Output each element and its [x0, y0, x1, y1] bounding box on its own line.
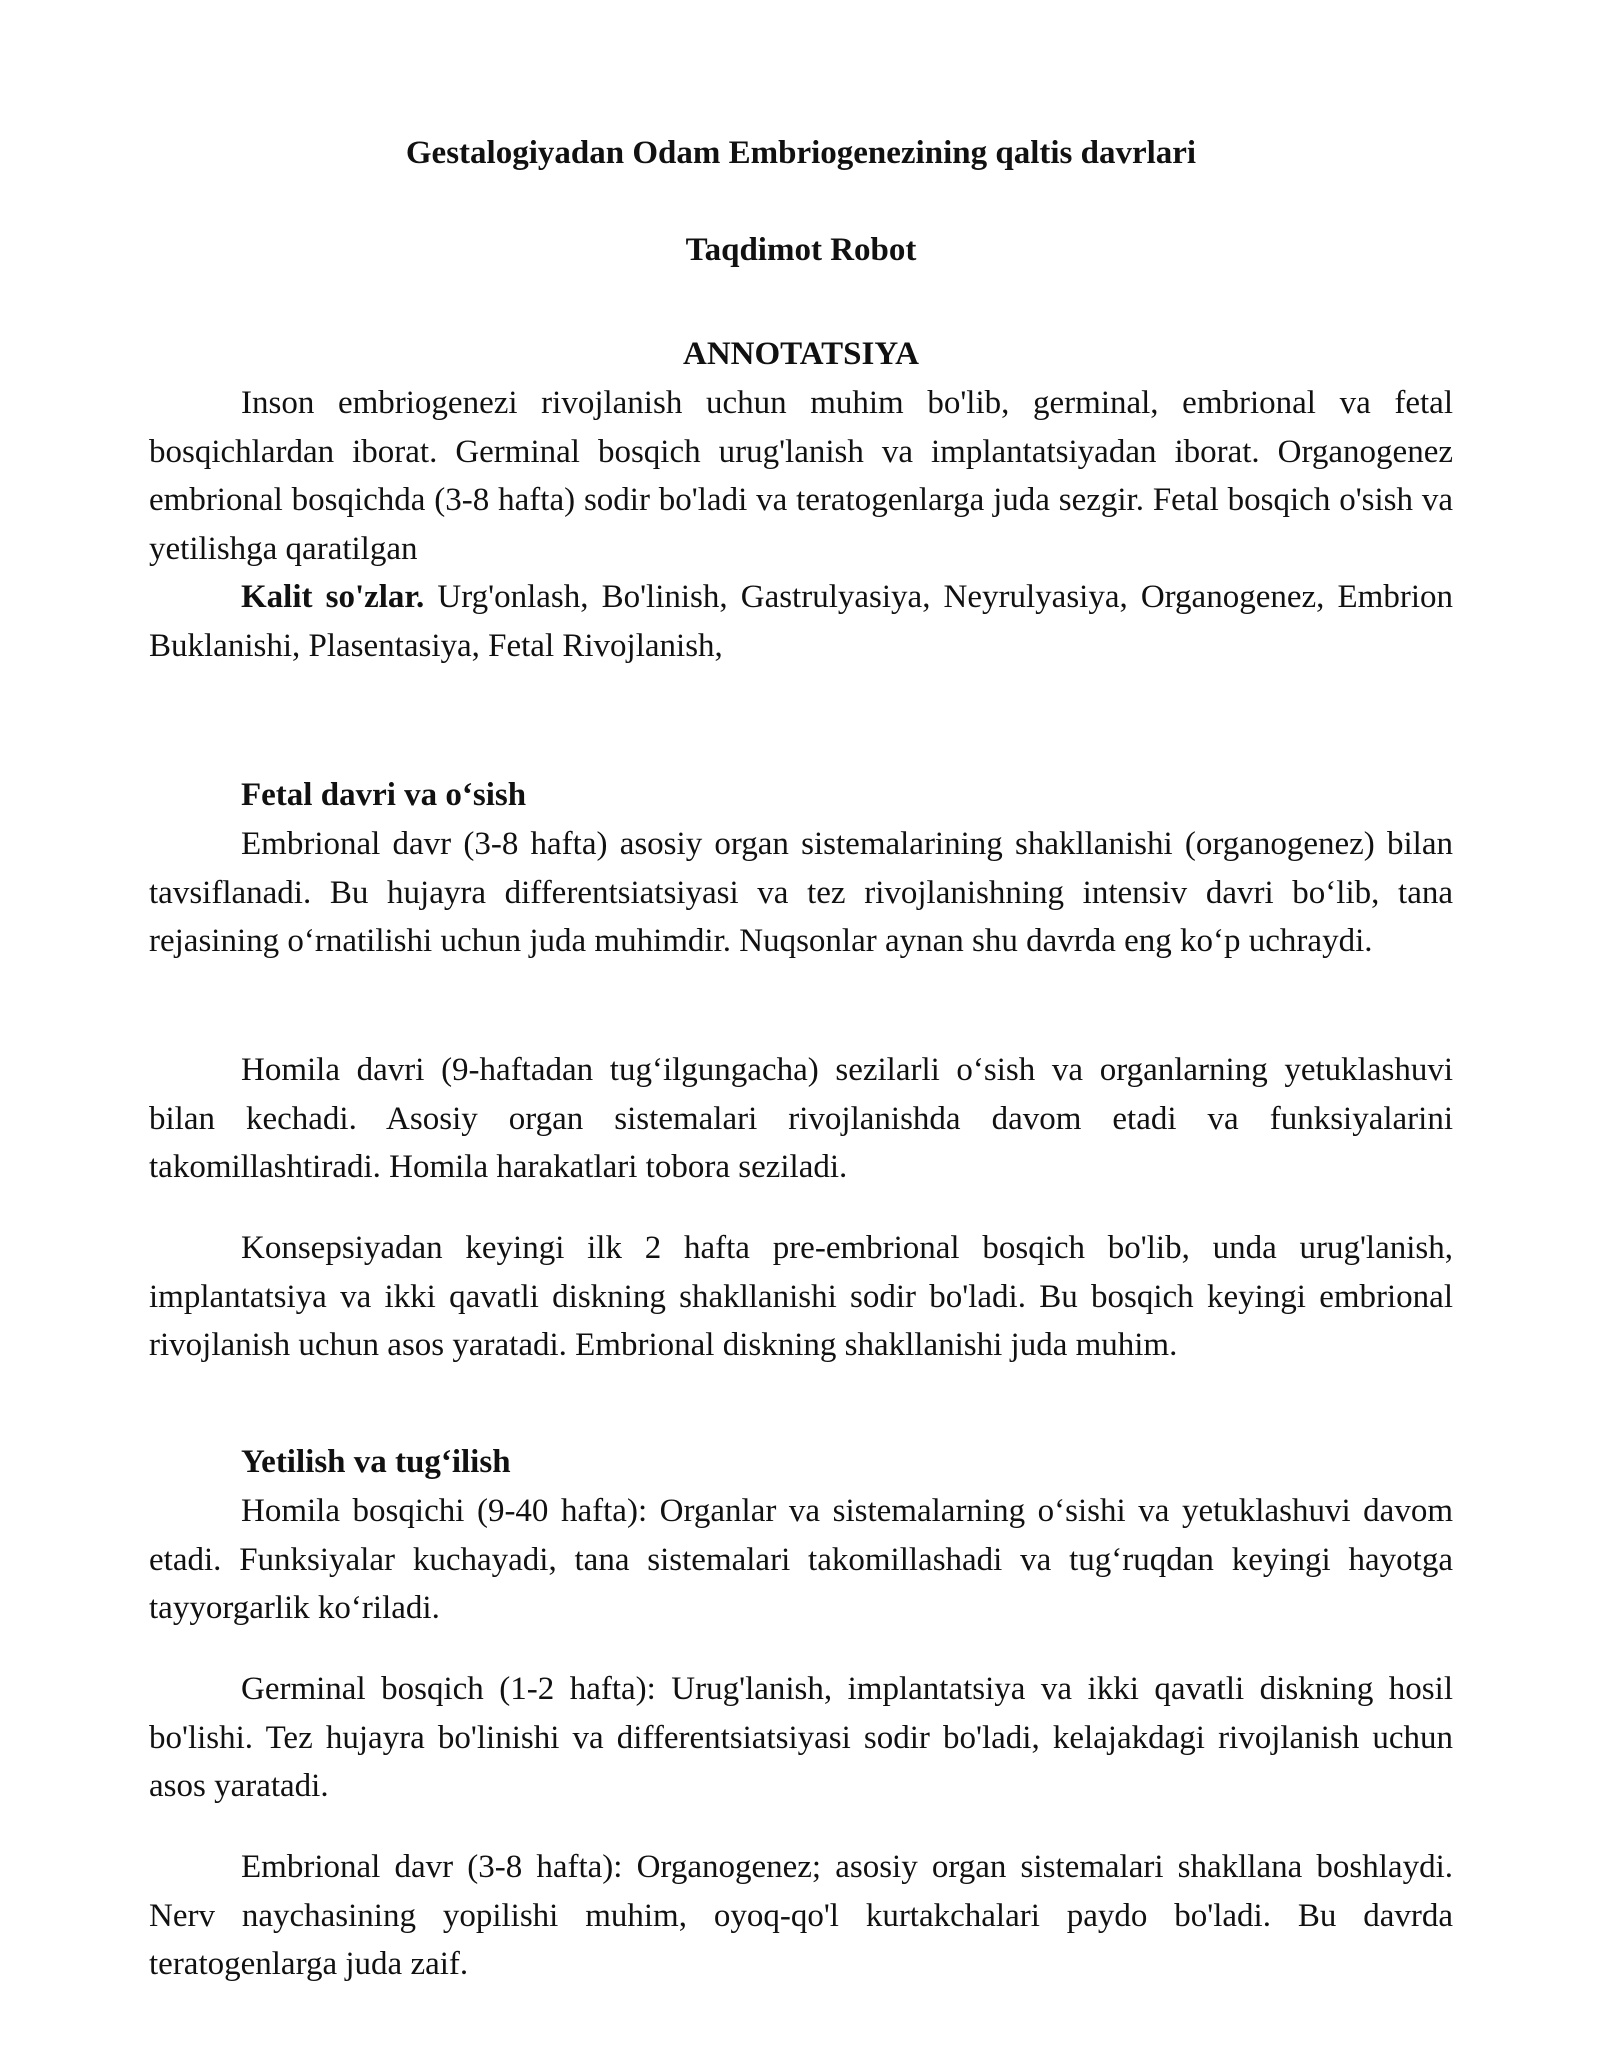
- annotation-block: [149, 379, 1453, 670]
- keywords-label: Kalit so'zlar.: [241, 579, 425, 615]
- annotation-heading: ANNOTATSIYA: [683, 336, 919, 372]
- document-page: [149, 0, 1453, 2070]
- section-heading-maturation-birth: Yetilish va tug‘ilish: [241, 1444, 511, 1480]
- keywords-list: Urg'onlash, Bo'linish, Gastrulyasiya, Neyrulyasiya, Organogenez, Embrion Buklanishi, Plasentasiya, Fetal Rivojlanish,: [149, 579, 1453, 664]
- keywords-paragraph: [149, 573, 1453, 670]
- section-paragraph: [149, 1224, 1453, 1370]
- document-author: Taqdimot Robot: [685, 232, 917, 268]
- section-paragraph: [149, 1665, 1453, 1811]
- paragraph-embryonic-stage: Embrional davr (3-8 hafta): Organogenez; asosiy organ sistemalari shakllana boshlaydi. Nerv naychasining yopilishi muhim, oyoq-qo'l kurtakchalari paydo bo'ladi. Bu davrda teratogenlarga juda zaif.: [149, 1849, 1453, 1982]
- paragraph-germinal-stage: Germinal bosqich (1-2 hafta): Urug'lanish, implantatsiya va ikki qavatli diskning hosil bo'lishi. Tez hujayra bo'linishi va differentsiatsiyasi sodir bo'ladi, kelajakdagi rivojlanish uchun asos yaratadi.: [149, 1671, 1453, 1804]
- paragraph-pre-embryonic: Konsepsiyadan keyingi ilk 2 hafta pre-embrional bosqich bo'lib, unda urug'lanish, implantatsiya va ikki qavatli diskning shakllanishi sodir bo'ladi. Bu bosqich keyingi embrional rivojlanish uchun asos yaratadi. Embrional diskning shakllanishi juda muhim.: [149, 1230, 1453, 1363]
- section-paragraph: [149, 820, 1453, 966]
- paragraph-fetal-period: Homila davri (9-haftadan tug‘ilgungacha) sezilarli o‘sish va organlarning yetuklashuvi bilan kechadi. Asosiy organ sistemalari rivojlanishda davom etadi va funksiyalarini takomillashtiradi. Homila harakatlari tobora seziladi.: [149, 1052, 1453, 1185]
- paragraph-fetal-stage: Homila bosqichi (9-40 hafta): Organlar va sistemalarning o‘sishi va yetuklashuvi davom etadi. Funksiyalar kuchayadi, tana sistemalari takomillashadi va tug‘ruqdan keyingi hayotga tayyorgarlik ko‘riladi.: [149, 1493, 1453, 1626]
- section-paragraph: [149, 1843, 1453, 1989]
- section-paragraph: [149, 1487, 1453, 1633]
- section-paragraph: [149, 1046, 1453, 1192]
- section-heading-fetal-period: Fetal davri va o‘sish: [241, 777, 527, 813]
- document-title: Gestalogiyadan Odam Embriogenezining qaltis davrlari: [405, 135, 1197, 171]
- paragraph-embryonic-period: Embrional davr (3-8 hafta) asosiy organ sistemalarining shakllanishi (organogenez) bilan tavsiflanadi. Bu hujayra differentsiatsiyasi va tez rivojlanishning intensiv davri bo‘lib, tana rejasining o‘rnatilishi uchun juda muhimdir. Nuqsonlar aynan shu davrda eng ko‘p uchraydi.: [149, 826, 1453, 959]
- annotation-paragraph: Inson embriogenezi rivojlanish uchun muhim bo'lib, germinal, embrional va fetal bosqichlardan iborat. Germinal bosqich urug'lanish va implantatsiyadan iborat. Organogenez embrional bosqichda (3-8 hafta) sodir bo'ladi va teratogenlarga juda sezgir. Fetal bosqich o'sish va yetilishga qaratilgan: [149, 385, 1453, 567]
